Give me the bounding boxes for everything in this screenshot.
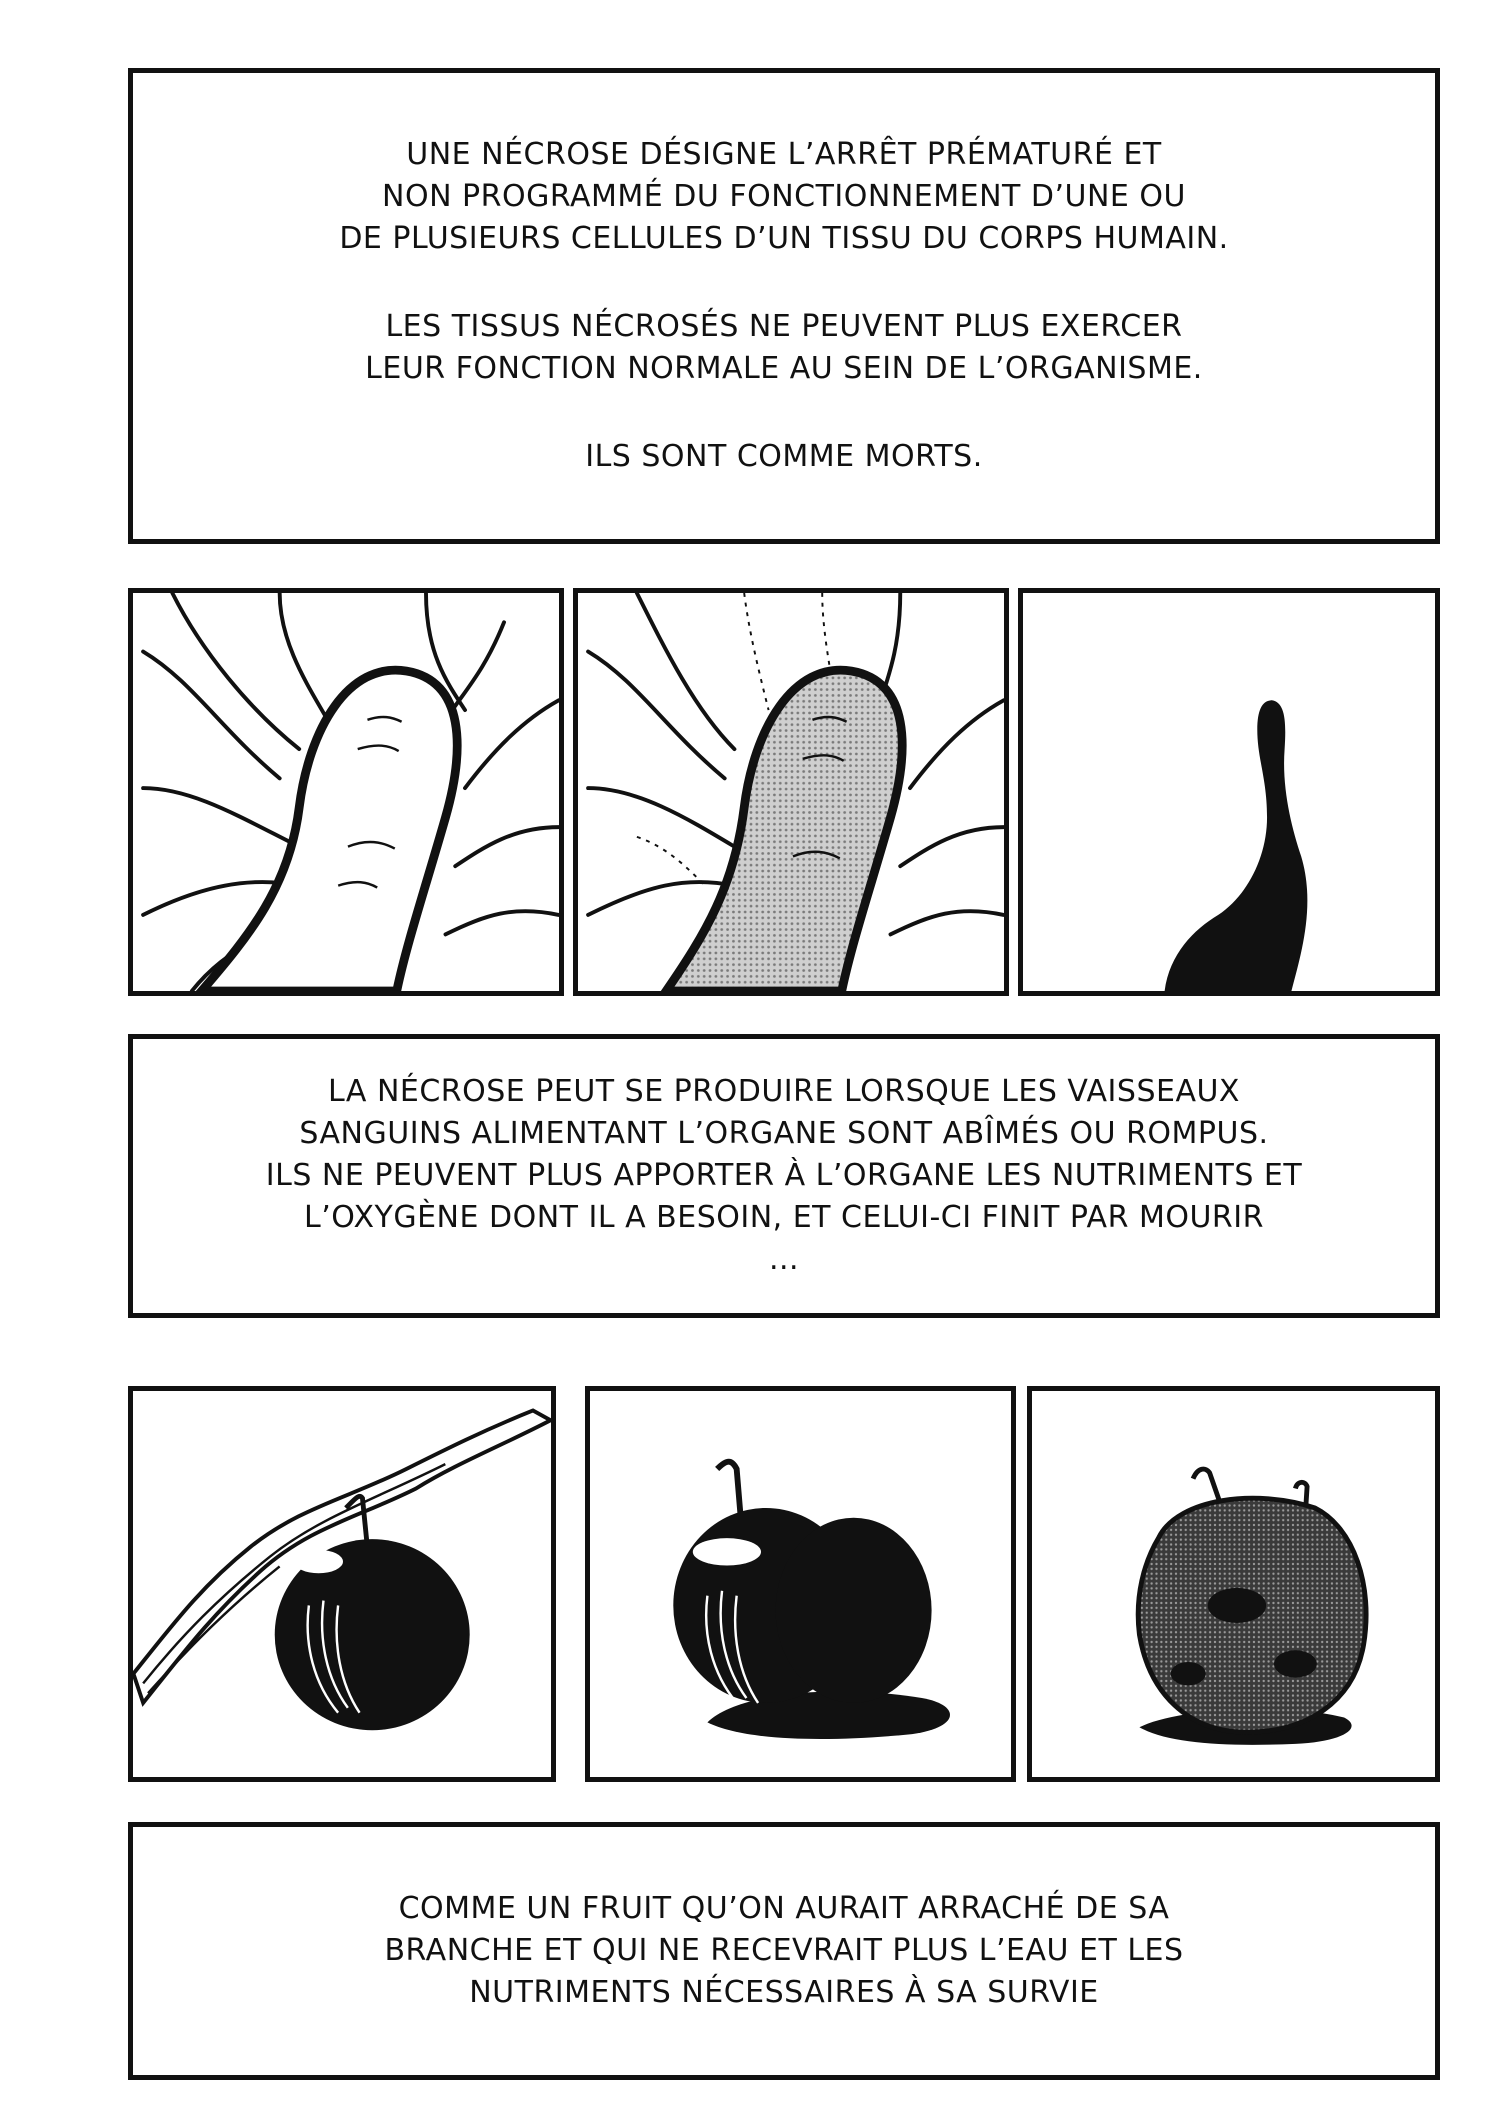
apple-panel-fallen (585, 1386, 1016, 1782)
caption-line: DE PLUSIEURS CELLULES D’UN TISSU DU CORPS HUMAIN. (339, 221, 1229, 256)
finger-panel-healthy (128, 588, 564, 996)
blackened-finger-icon (1023, 593, 1435, 991)
caption-line: BRANCHE ET QUI NE RECEVRAIT PLUS L’EAU ET LES (384, 1933, 1184, 1968)
apple-panel-rotten (1027, 1386, 1440, 1782)
closing-caption-panel (128, 1822, 1440, 2080)
caption-line: ILS NE PEUVENT PLUS APPORTER À L’ORGANE LES NUTRIMENTS ET (265, 1158, 1303, 1193)
caption-line: COMME UN FRUIT QU’ON AURAIT ARRACHÉ DE SA (398, 1891, 1170, 1926)
rotten-apple-icon (1032, 1391, 1435, 1777)
intro-caption-panel (128, 68, 1440, 544)
healthy-finger-icon (133, 593, 559, 991)
apple-on-branch-icon (133, 1391, 551, 1777)
caption-line: NUTRIMENTS NÉCESSAIRES À SA SURVIE (469, 1975, 1099, 2010)
apple-panel-branch (128, 1386, 556, 1782)
caption-line: UNE NÉCROSE DÉSIGNE L’ARRÊT PRÉMATURÉ ET (406, 137, 1162, 172)
caption-line: ILS SONT COMME MORTS. (585, 439, 983, 474)
caption-ellipsis: … (768, 1242, 800, 1277)
middle-caption-panel (128, 1034, 1440, 1318)
intro-paragraph-3 (585, 436, 982, 478)
finger-panel-greying (573, 588, 1009, 996)
finger-panel-blackened (1018, 588, 1440, 996)
caption-line: LEUR FONCTION NORMALE AU SEIN DE L’ORGANISME. (365, 351, 1203, 386)
caption-line: LA NÉCROSE PEUT SE PRODUIRE LORSQUE LES VAISSEAUX (327, 1074, 1240, 1109)
intro-paragraph-2 (365, 306, 1203, 390)
fallen-apple-icon (590, 1391, 1011, 1777)
caption-line: SANGUINS ALIMENTANT L’ORGANE SONT ABÎMÉS OU ROMPUS. (299, 1116, 1269, 1151)
caption-line: L’OXYGÈNE DONT IL A BESOIN, ET CELUI-CI FINIT PAR MOURIR (304, 1200, 1264, 1235)
intro-paragraph-1 (339, 134, 1228, 260)
middle-paragraph (266, 1071, 1302, 1281)
caption-line: LES TISSUS NÉCROSÉS NE PEUVENT PLUS EXERCER (385, 309, 1183, 344)
closing-paragraph (384, 1888, 1183, 2014)
greying-finger-icon (578, 593, 1004, 991)
caption-line: NON PROGRAMMÉ DU FONCTIONNEMENT D’UNE OU (382, 179, 1186, 214)
